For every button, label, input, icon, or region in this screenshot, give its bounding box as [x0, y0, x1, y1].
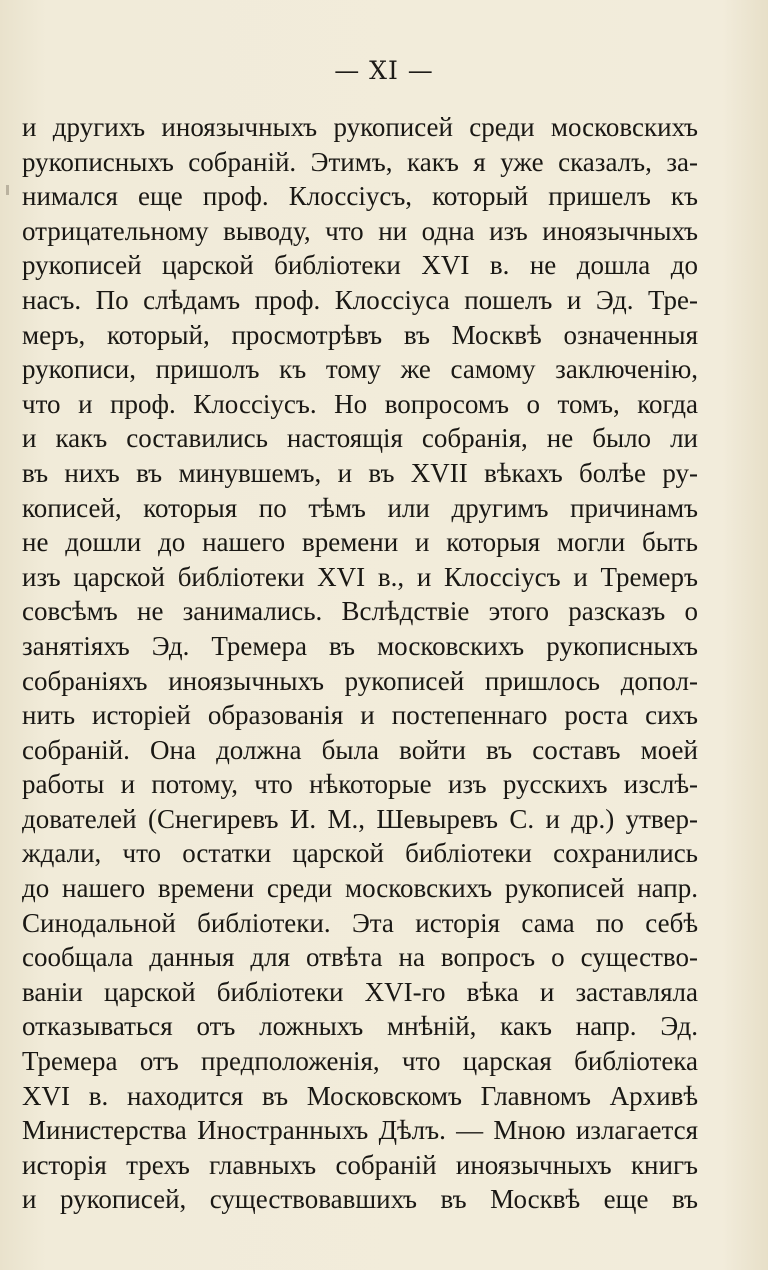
page-number-header: — XI — — [334, 56, 434, 85]
text-line: работы и потому, что нѣкоторые изъ русскихъ изслѣ- — [22, 769, 698, 800]
text-line: рукописныхъ собраній. Этимъ, какъ я уже сказалъ, за- — [22, 146, 698, 177]
text-line: не дошли до нашего времени и которыя могли быть — [22, 527, 698, 558]
text-line: что и проф. Клоссіусъ. Но вопросомъ о томъ, когда — [22, 388, 698, 419]
text-line: меръ, который, просмотрѣвъ въ Москвѣ означенныя — [22, 319, 698, 350]
text-line: собраній. Она должна была войти въ составъ моей — [22, 734, 698, 765]
text-line: Синодальной библіотеки. Эта исторія сама по себѣ — [22, 907, 698, 938]
text-line: совсѣмъ не занимались. Вслѣдствіе этого разсказъ о — [22, 596, 698, 627]
text-line: въ нихъ въ минувшемъ, и въ XVII вѣкахъ болѣе ру- — [22, 457, 698, 488]
text-line: нимался еще проф. Клоссіусъ, который пришелъ къ — [22, 181, 698, 212]
text-line: собраніяхъ иноязычныхъ рукописей пришлось допол- — [22, 665, 698, 696]
text-line: ваніи царской библіотеки XVI-го вѣка и заставляла — [22, 976, 698, 1007]
text-line: отрицательному выводу, что ни одна изъ иноязычныхъ — [22, 215, 698, 246]
text-line: Тремера отъ предположенія, что царская библіотека — [22, 1046, 698, 1077]
text-line: сообщала данныя для отвѣта на вопросъ о существо- — [22, 942, 698, 973]
text-line: и другихъ иноязычныхъ рукописей среди московскихъ — [22, 112, 698, 142]
text-line: и какъ составились настоящія собранія, не было ли — [22, 423, 698, 454]
text-line: изъ царской библіотеки XVI в., и Клоссіусъ и Тремеръ — [22, 561, 698, 592]
text-line: дователей (Снегиревъ И. М., Шевыревъ С. и др.) утвер- — [22, 803, 698, 834]
text-line: отказываться отъ ложныхъ мнѣній, какъ напр. Эд. — [22, 1011, 698, 1042]
text-line: рукописей царской библіотеки XVI в. не дошла до — [22, 250, 698, 281]
text-line: исторія трехъ главныхъ собраній иноязычныхъ книгъ — [22, 1149, 698, 1180]
text-line: и рукописей, существовавшихъ въ Москвѣ еще въ — [22, 1184, 698, 1215]
text-line: ждали, что остатки царской библіотеки сохранились — [22, 838, 698, 869]
text-line: XVI в. находится въ Московскомъ Главномъ Архивѣ — [22, 1080, 698, 1111]
print-speck — [6, 185, 9, 195]
text-line: насъ. По слѣдамъ проф. Клоссіуса пошелъ и Эд. Тре- — [22, 284, 698, 315]
text-line: Министерства Иностранныхъ Дѣлъ. — Мною излагается — [22, 1115, 698, 1146]
text-line: кописей, которыя по тѣмъ или другимъ причинамъ — [22, 492, 698, 523]
text-line: занятіяхъ Эд. Тремера въ московскихъ рукописныхъ — [22, 630, 698, 661]
text-line: рукописи, пришолъ къ тому же самому заключенію, — [22, 354, 698, 385]
text-line: до нашего времени среди московскихъ рукописей напр. — [22, 873, 698, 904]
text-line: нить исторіей образованія и постепеннаго роста сихъ — [22, 700, 698, 731]
body-text — [22, 110, 698, 1217]
